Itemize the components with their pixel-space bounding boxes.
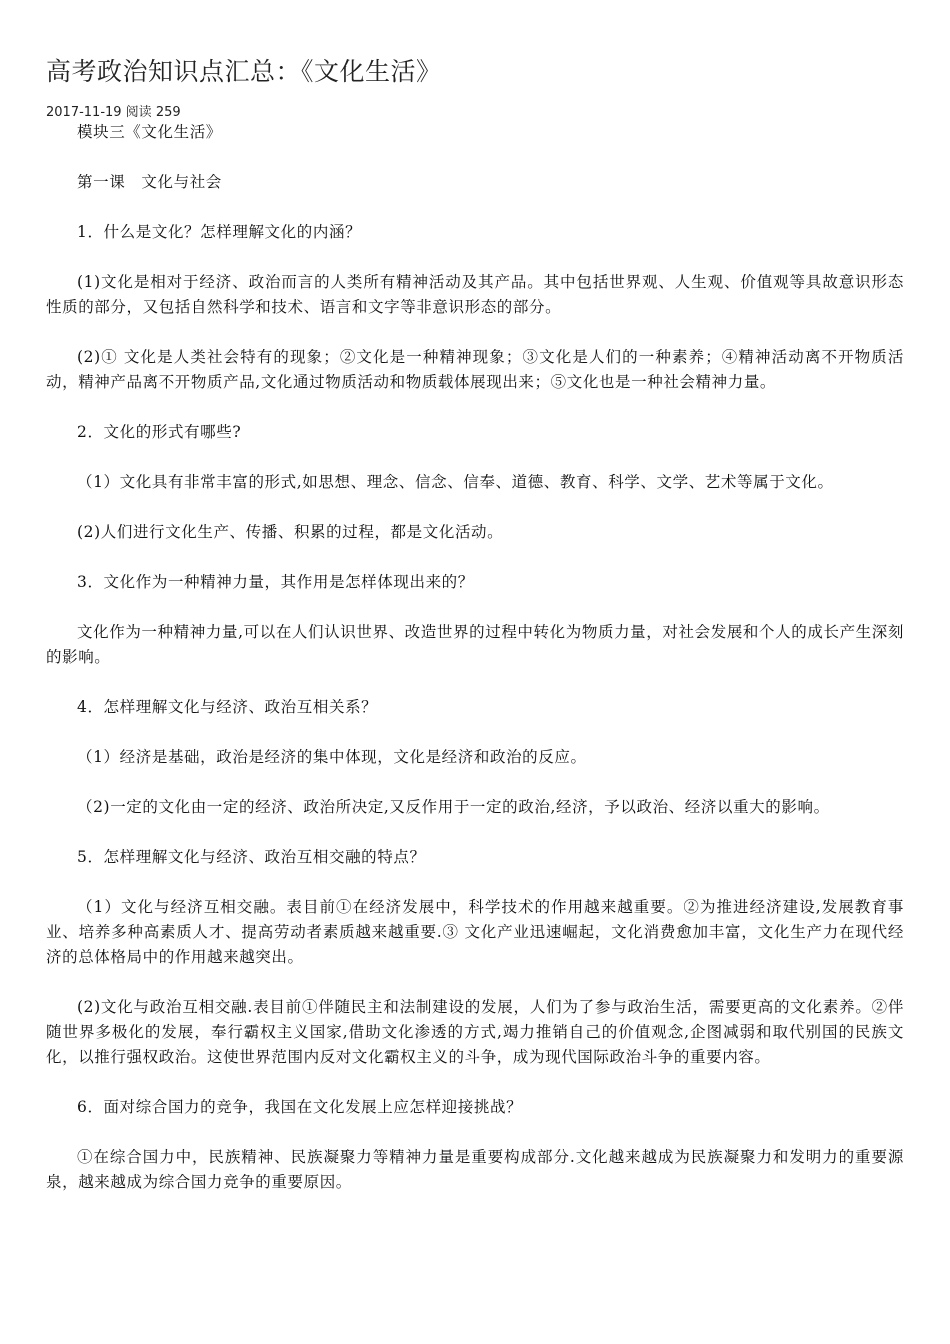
lesson-heading: 第一课 文化与社会	[77, 173, 222, 191]
question-heading: 2．文化的形式有哪些?	[77, 423, 242, 441]
answer-paragraph: (1)文化是相对于经济、政治而言的人类所有精神活动及其产品。其中包括世界观、人生观、价值观等具故意识形态性质的部分，又包括自然科学和技术、语言和文字等非意识形态的部分。	[46, 273, 904, 316]
page-title: 高考政治知识点汇总：《文化生活》	[46, 57, 442, 86]
answer-paragraph: （2)一定的文化由一定的经济、政治所决定,又反作用于一定的政治,经济，予以政治、经济以重大的影响。	[77, 798, 830, 816]
answer-paragraph: （1）经济是基础，政治是经济的集中体现，文化是经济和政治的反应。	[77, 748, 587, 766]
post-meta: 2017-11-19 阅读 259	[46, 105, 181, 120]
question-heading: 3．文化作为一种精神力量，其作用是怎样体现出来的？	[77, 573, 474, 591]
answer-paragraph: (2)文化与政治互相交融.表目前①伴随民主和法制建设的发展，人们为了参与政治生活，需要更高的文化素养。②伴随世界多极化的发展，奉行霸权主义国家,借助文化渗透的方式,竭力推销自己的价值观念,企图减弱和取代别国的民族文化，以推行强权政治。这使世界范围内反对文化霸权主义的斗争，成为现代国际政治斗争的重要内容。	[46, 998, 904, 1066]
answer-paragraph: （1）文化与经济互相交融。表目前①在经济发展中，科学技术的作用越来越重要。②为推进经济建设,发展教育事业、培养多种高素质人才、提高劳动者素质越来越重要.③ 文化产业迅速崛起，文化消费愈加丰富，文化生产力在现代经济的总体格局中的作用越来越突出。	[46, 898, 904, 966]
answer-paragraph: (2)① 文化是人类社会特有的现象；②文化是一种精神现象；③文化是人们的一种素养；④精神活动离不开物质活动，精神产品离不开物质产品,文化通过物质活动和物质载体展现出来；⑤文化也是一种社会精神力量。	[46, 348, 904, 391]
answer-paragraph: （1）文化具有非常丰富的形式,如思想、理念、信念、信奉、道德、教育、科学、文学、艺术等属于文化。	[77, 473, 834, 491]
answer-paragraph: ①在综合国力中，民族精神、民族凝聚力等精神力量是重要构成部分.文化越来越成为民族凝聚力和发明力的重要源泉，越来越成为综合国力竞争的重要原因。	[46, 1148, 904, 1191]
question-heading: 6．面对综合国力的竞争，我国在文化发展上应怎样迎接挑战？	[77, 1098, 523, 1116]
question-heading: 5．怎样理解文化与经济、政治互相交融的特点？	[77, 848, 426, 866]
module-heading: 模块三《文化生活》	[77, 123, 222, 141]
answer-paragraph: (2)人们进行文化生产、传播、积累的过程，都是文化活动。	[77, 523, 504, 541]
question-heading: 1．什么是文化？怎样理解文化的内涵？	[77, 223, 362, 241]
answer-paragraph: 文化作为一种精神力量,可以在人们认识世界、改造世界的过程中转化为物质力量，对社会发展和个人的成长产生深刻的影响。	[46, 623, 904, 666]
article-body	[46, 120, 904, 1195]
question-heading: 4．怎样理解文化与经济、政治互相关系？	[77, 698, 378, 716]
